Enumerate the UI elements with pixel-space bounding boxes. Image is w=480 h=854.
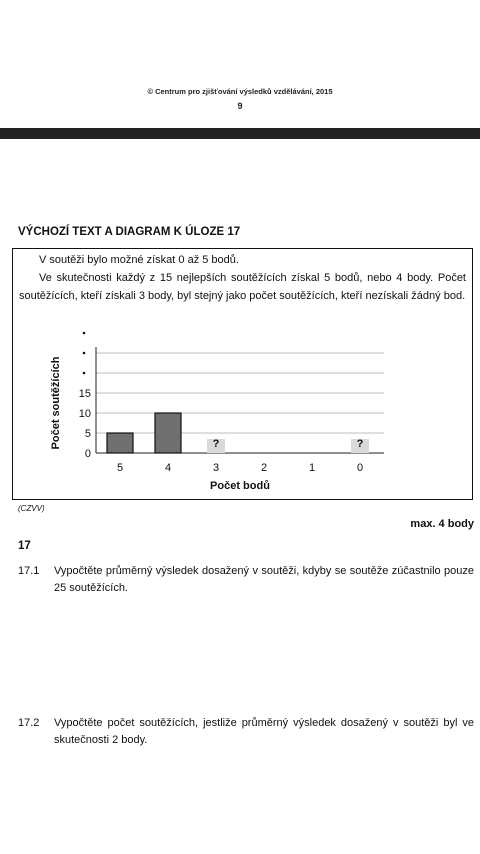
task-text: Vypočtěte počet soutěžících, jestliže průměrný výsledek dosažený v soutěži byl ve skutečnosti 2 body. [54, 717, 474, 746]
max-points: max. 4 body [410, 518, 474, 530]
y-ellipsis-dot [83, 332, 86, 335]
unknown-label: ? [212, 438, 220, 450]
x-tick-label: 4 [164, 462, 172, 474]
x-tick-label: 2 [260, 462, 268, 474]
task-number: 17.2 [18, 717, 40, 729]
y-tick-label: 5 [84, 428, 91, 440]
page-number: 9 [237, 101, 243, 111]
task-number: 17.1 [18, 565, 40, 577]
x-axis-label: Počet bodů [210, 480, 270, 492]
task-17-2 [18, 715, 474, 749]
bar [155, 413, 181, 453]
x-tick-label: 3 [212, 462, 220, 474]
y-tick-label: 0 [84, 448, 91, 460]
section-title: VÝCHOZÍ TEXT A DIAGRAM K ÚLOZE 17 [18, 226, 241, 238]
question-number: 17 [18, 540, 31, 552]
x-tick-label: 1 [308, 462, 316, 474]
task-text: Vypočtěte průměrný výsledek dosažený v soutěži, kdyby se soutěže zúčastnilo pouze 25 soutěžících. [54, 565, 474, 594]
unknown-label: ? [356, 438, 364, 450]
y-ellipsis-dot [83, 352, 86, 355]
y-ellipsis-dot [83, 372, 86, 375]
intro-line-2: Ve skutečnosti každý z 15 nejlepších soutěžících získal 5 bodů, nebo 4 body. Počet soutěžících, kteří získali 3 body, byl stejný jako počet soutěžících, kteří nezískali žádný bod. [19, 272, 466, 302]
task-17-1 [18, 563, 474, 597]
copyright-line: © Centrum pro zjišťování výsledků vzdělávání, 2015 [147, 87, 333, 96]
bar-chart [13, 249, 472, 499]
bar [107, 433, 133, 453]
y-axis-label: Počet soutěžících [50, 356, 62, 450]
x-tick-label: 0 [356, 462, 364, 474]
y-tick-label: 10 [78, 408, 91, 420]
header-bar [0, 128, 480, 139]
intro-box [12, 248, 473, 500]
x-tick-label: 5 [116, 462, 124, 474]
y-tick-label: 15 [78, 388, 91, 400]
source-label: (CZVV) [18, 504, 45, 513]
intro-line-1: V soutěži bylo možné získat 0 až 5 bodů. [39, 254, 239, 266]
